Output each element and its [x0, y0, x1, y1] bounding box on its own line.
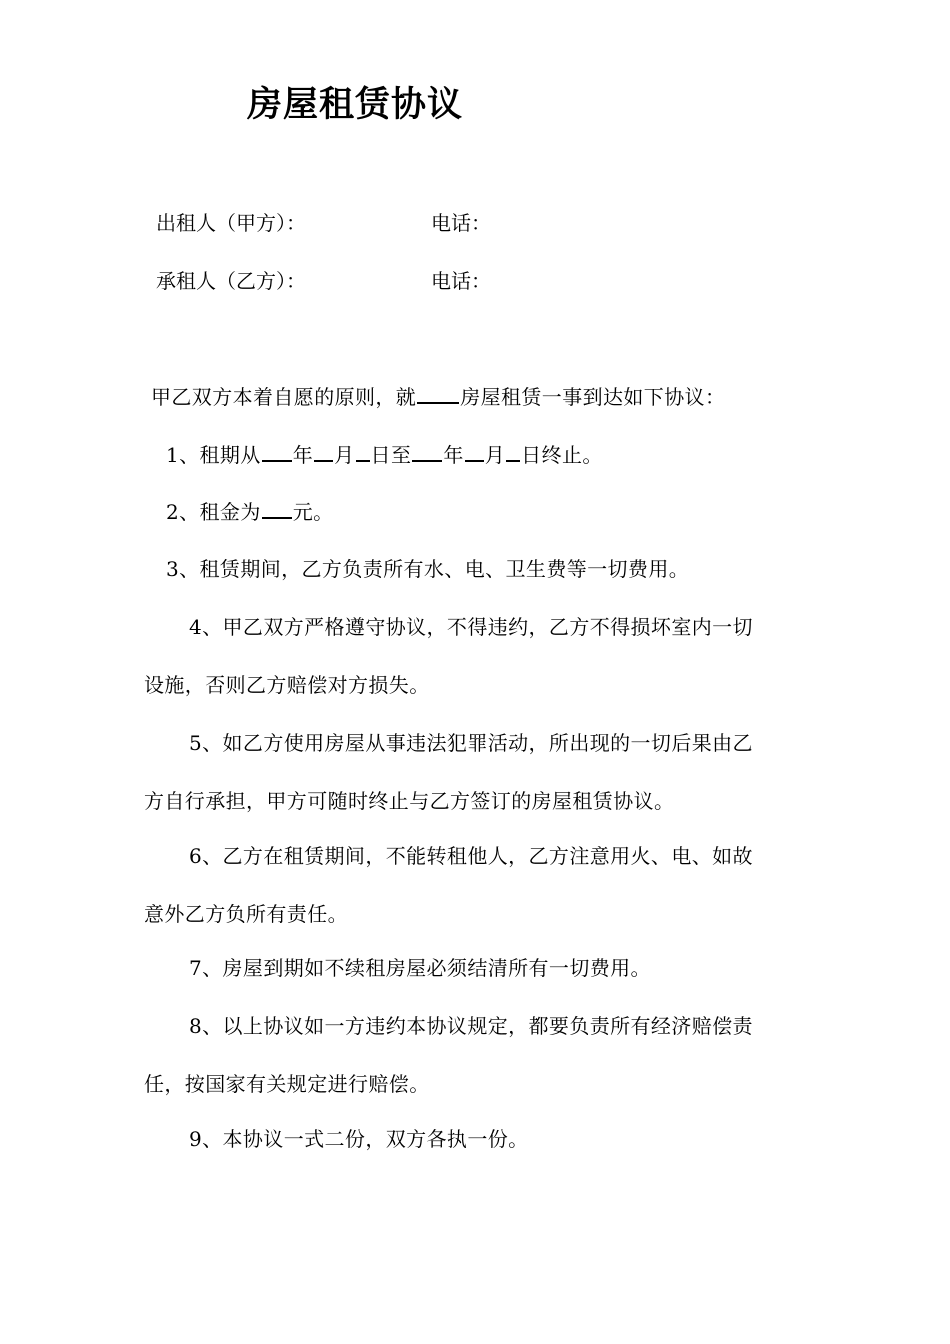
- clause-7: 7、房屋到期如不续租房屋必须结清所有一切费用。: [189, 956, 651, 980]
- clause-4-line-2: 设施，否则乙方赔偿对方损失。: [144, 673, 430, 697]
- document-title: 房屋租赁协议: [247, 85, 464, 125]
- clause-6-line-2: 意外乙方负所有责任。: [144, 902, 348, 926]
- lessee-phone-label: 电话：: [431, 269, 491, 293]
- clause-1-prefix: 1、租期从: [166, 443, 261, 467]
- property-blank: [417, 382, 459, 404]
- lessor-label: 出租人（甲方）：: [156, 211, 306, 235]
- rent-amount-blank: [262, 497, 292, 519]
- clause-1-day-to: 日至: [370, 443, 412, 467]
- clause-1-day-end: 日终止。: [521, 443, 603, 467]
- start-year-blank: [262, 440, 292, 462]
- end-year-blank: [412, 440, 442, 462]
- clause-6-line-1: 6、乙方在租赁期间，不能转租他人，乙方注意用火、电、如故: [189, 844, 753, 868]
- clause-1-year2: 年: [443, 443, 464, 467]
- clause-5-line-1: 5、如乙方使用房屋从事违法犯罪活动，所出现的一切后果由乙: [189, 731, 753, 755]
- clause-1-month2: 月: [484, 443, 506, 467]
- clause-8-line-1: 8、以上协议如一方违约本协议规定，都要负责所有经济赔偿责: [189, 1014, 753, 1038]
- clause-1: [166, 440, 603, 470]
- lessor-phone-label: 电话：: [431, 211, 491, 235]
- intro-text-part1: 甲乙双方本着自愿的原则，就: [151, 385, 417, 409]
- clause-4-line-1: 4、甲乙双方严格遵守协议，不得违约，乙方不得损坏室内一切: [189, 615, 753, 639]
- clause-2-prefix: 2、租金为: [166, 500, 261, 524]
- clause-1-month1: 月: [334, 443, 355, 467]
- clause-2-suffix: 元。: [292, 500, 334, 524]
- start-month-blank: [314, 440, 333, 462]
- lessee-label: 承租人（乙方）：: [156, 269, 306, 293]
- start-day-blank: [356, 440, 370, 462]
- end-month-blank: [465, 440, 484, 462]
- clause-9: 9、本协议一式二份，双方各执一份。: [189, 1127, 529, 1151]
- intro-paragraph: [151, 382, 725, 412]
- clause-1-year1: 年: [292, 443, 314, 467]
- clause-2: [166, 497, 334, 527]
- end-day-blank: [506, 440, 520, 462]
- intro-text-part2: 房屋租赁一事到达如下协议：: [460, 385, 726, 409]
- clause-8-line-2: 任，按国家有关规定进行赔偿。: [144, 1072, 430, 1096]
- clause-5-line-2: 方自行承担，甲方可随时终止与乙方签订的房屋租赁协议。: [144, 789, 675, 813]
- clause-3: 3、租赁期间，乙方负责所有水、电、卫生费等一切费用。: [166, 557, 690, 581]
